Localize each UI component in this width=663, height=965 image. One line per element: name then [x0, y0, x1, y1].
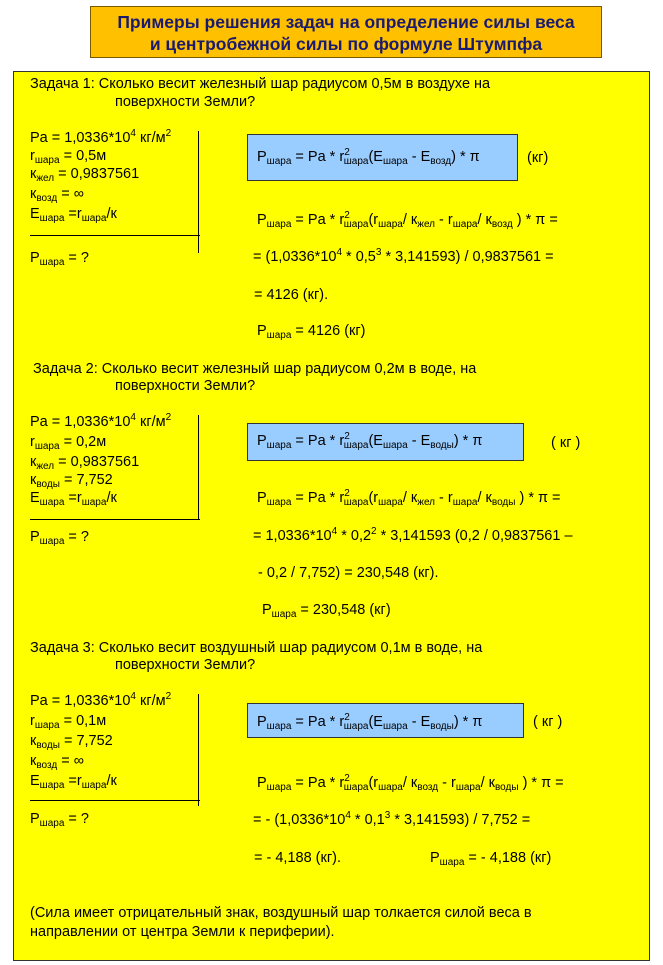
title-line-1: Примеры решения задач на определение силы веса — [117, 12, 575, 32]
task-question-line-1: Задача 3: Сколько весит воздушный шар радиусом 0,1м в воде, на — [30, 640, 483, 656]
note-line-1: (Сила имеет отрицательный знак, воздушный шар толкается силой веса в — [30, 905, 532, 921]
unit-label: ( кг ) — [551, 435, 581, 451]
given-pa: $Pa = 1,0336*10^4$ $кг/м^2$ — [30, 691, 172, 709]
unit-label: ( кг ) — [533, 714, 563, 730]
solution-line-3: = - 4,188 (кг). — [254, 850, 341, 866]
given-pa: $Pa = 1,0336*10^4$ $кг/м^2$ — [30, 412, 172, 430]
answer-line: $P_{шара}$ = - 4,188 (кг) — [430, 850, 552, 868]
solution-line-3: = 4126 (кг). — [254, 287, 329, 303]
task-question-line-2: поверхности Земли? — [115, 657, 256, 673]
given-e: $Е_{шара} =r_{шара}/к$ — [30, 490, 117, 508]
answer-line: $P_{шара} = 230,548$ (кг) — [262, 602, 391, 620]
given-k1: $к_{жел} = 0,9837561$ — [30, 166, 140, 184]
given-radius: $r_{шара} = 0,1м$ — [30, 713, 107, 731]
given-k2: $к_{возд}$ = ∞ — [30, 186, 85, 204]
given-divider-horizontal — [30, 800, 200, 801]
solution-line-2: = $1,0336*10^4 * 0,2^2 * 3,141593$ (0,2 / 0,9837561 – — [253, 526, 573, 544]
given-k2: $к_{возд}$ = ∞ — [30, 753, 85, 771]
given-divider-vertical — [198, 694, 199, 806]
solution-line-1: $P_{шара} = Pa * r^2_{шара}(r_{шара}/$ $к_{возд} - r_{шара}/$ $к_{воды}$ ) * π = — [257, 773, 564, 793]
solution-line-1: $P_{шара} = Pa * r^2_{шара}(r_{шара}/$ $к_{жел} - r_{шара}/$ $к_{воды}$ ) * π = — [257, 488, 561, 508]
task-question-line-2: поверхности Земли? — [115, 94, 256, 110]
formula-text: $P_{шара} = Pa * r^2_{шара}(E_{шара} - E_{воды}) * \pi$ — [257, 431, 483, 451]
given-divider-vertical — [198, 415, 199, 519]
given-k1: $к_{жел} = 0,9837561$ — [30, 454, 140, 472]
given-k1: $к_{воды} = 7,752$ — [30, 733, 113, 751]
solution-line-2: = - $(1,0336*10^4 * 0,1^3 * 3,141593) / 7,752$ = — [253, 810, 531, 828]
given-radius: $r_{шара} = 0,2м$ — [30, 434, 107, 452]
given-divider-horizontal — [30, 519, 200, 520]
solution-line-3: - 0,2 / 7,752) = 230,548 (кг). — [258, 565, 439, 581]
page-title — [90, 6, 602, 58]
formula-text: $P_{шара} = Pa * r^2_{шара}(E_{шара} - E_{воды}) * \pi$ — [257, 712, 483, 732]
solution-line-2: = $(1,0336*10^4 * 0,5^3 * 3,141593) / 0,9837561$ = — [253, 247, 554, 265]
answer-line: $P_{шара} = 4126$ (кг) — [257, 323, 366, 341]
title-line-2: и центробежной силы по формуле Штумпфа — [149, 34, 543, 54]
find-label: $P_{шара}$ = ? — [30, 250, 89, 268]
find-label: $P_{шара}$ = ? — [30, 811, 89, 829]
given-pa: $Pa = 1,0336*10^4$ $кг/м^2$ — [30, 128, 172, 146]
given-e: $Е_{шара} =r_{шара}/к$ — [30, 206, 117, 224]
given-e: $Е_{шара} =r_{шара}/к$ — [30, 773, 117, 791]
solution-line-1: $P_{шара} = Pa * r^2_{шара}(r_{шара}/$ $к_{жел} - r_{шара}/$ $к_{возд}$ ) * π = — [257, 210, 558, 230]
unit-label: (кг) — [527, 150, 549, 166]
note-line-2: направлении от центра Земли к периферии). — [30, 924, 335, 940]
task-question-line-1: Задача 1: Сколько весит железный шар радиусом 0,5м в воздухе на — [30, 76, 491, 92]
given-k2: $к_{воды} = 7,752$ — [30, 472, 113, 490]
formula-text: $P_{шара} = Pa * r^2_{шара}(E_{шара} - E_{возд}) * \pi$ — [257, 147, 480, 167]
task-question-line-2: поверхности Земли? — [115, 378, 256, 394]
task-question-line-1: Задача 2: Сколько весит железный шар радиусом 0,2м в воде, на — [33, 361, 477, 377]
given-divider-horizontal — [30, 235, 200, 236]
find-label: $P_{шара}$ = ? — [30, 529, 89, 547]
given-radius: $r_{шара} = 0,5м$ — [30, 148, 107, 166]
